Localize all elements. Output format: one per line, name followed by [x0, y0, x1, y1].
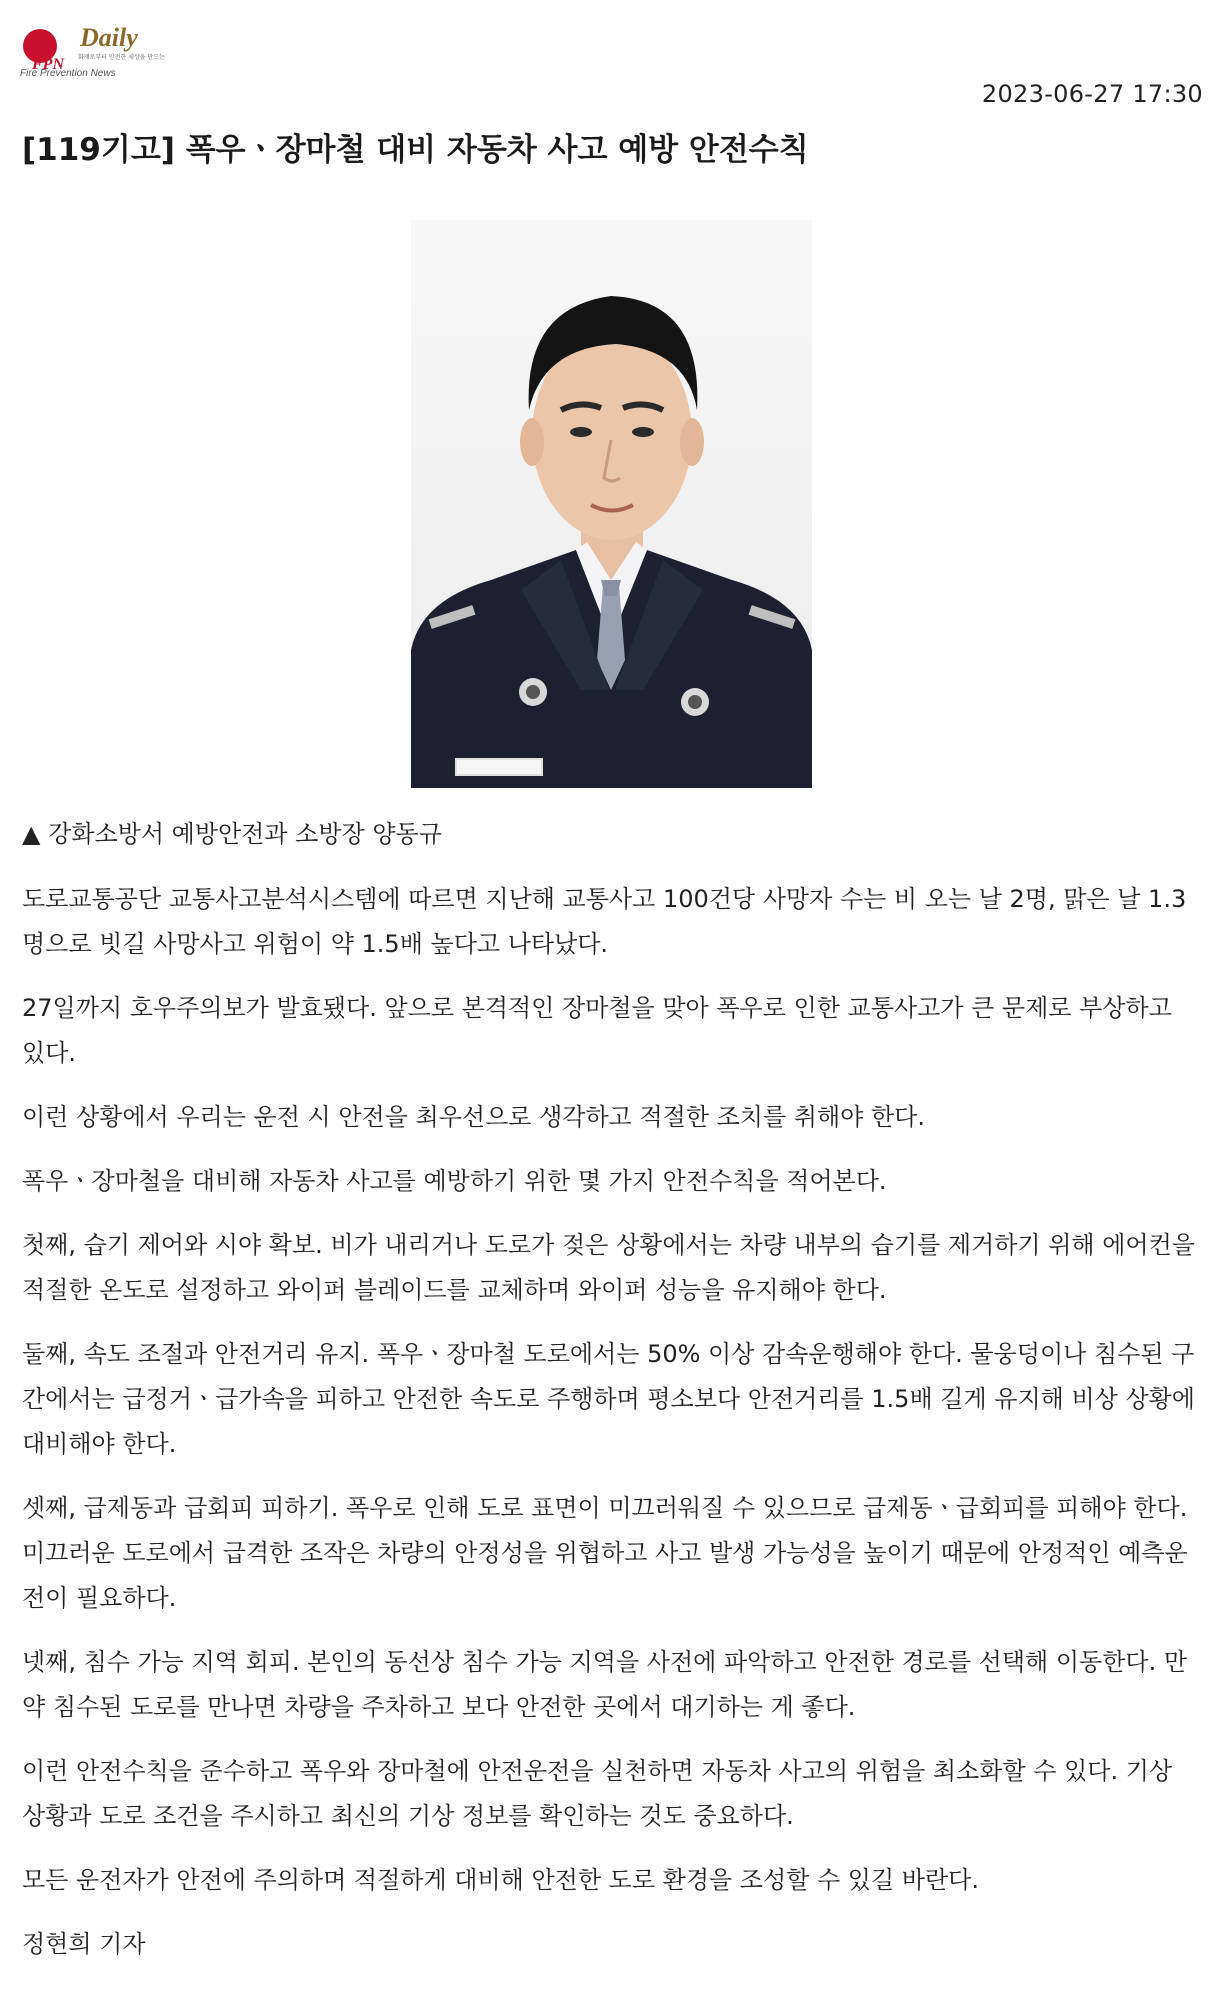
- article-body: [22, 812, 1202, 1986]
- author-byline: 정현희 기자: [22, 1930, 146, 1958]
- paragraph: 이런 안전수칙을 준수하고 폭우와 장마철에 안전운전을 실천하면 자동차 사고의 위험을 최소화할 수 있다. 기상 상황과 도로 조건을 주시하고 최신의 기상 정보를 확인하는 것도 중요하다.: [22, 1757, 1173, 1830]
- portrait-photo-icon: [411, 220, 812, 788]
- paragraph: 폭우ㆍ장마철을 대비해 자동차 사고를 예방하기 위한 몇 가지 안전수칙을 적어본다.: [22, 1167, 887, 1195]
- author-photo: [411, 220, 812, 788]
- paragraph: 첫째, 습기 제어와 시야 확보. 비가 내리거나 도로가 젖은 상황에서는 차량 내부의 습기를 제거하기 위해 에어컨을 적절한 온도로 설정하고 와이퍼 블레이드를 교체하며 와이퍼 성능을 유지해야 한다.: [22, 1231, 1195, 1304]
- logo-sub-text: Fire Prevention News: [20, 68, 116, 78]
- logo-tagline-text: 화재로부터 안전한 세상을 만드는: [78, 54, 165, 61]
- paragraph: 이런 상황에서 우리는 운전 시 안전을 최우선으로 생각하고 적절한 조치를 취해야 한다.: [22, 1103, 925, 1131]
- paragraph: 둘째, 속도 조절과 안전거리 유지. 폭우ㆍ장마철 도로에서는 50% 이상 감속운행해야 한다. 물웅덩이나 침수된 구간에서는 급정거ㆍ급가속을 피하고 안전한 속도로 주행하며 평소보다 안전거리를 1.5배 길게 유지해 비상 상황에 대비해야 한다.: [22, 1340, 1195, 1458]
- article-title: [119기고] 폭우ㆍ장마철 대비 자동차 사고 예방 안전수칙: [22, 132, 809, 168]
- paragraph: 도로교통공단 교통사고분석시스템에 따르면 지난해 교통사고 100건당 사망자 수는 비 오는 날 2명, 맑은 날 1.3명으로 빗길 사망사고 위험이 약 1.5배 높다고 나타났다.: [22, 885, 1187, 958]
- photo-caption: ▲ 강화소방서 예방안전과 소방장 양동규: [22, 820, 442, 848]
- article-date: 2023-06-27 17:30: [981, 80, 1203, 108]
- paragraph: 셋째, 급제동과 급회피 피하기. 폭우로 인해 도로 표면이 미끄러워질 수 있으므로 급제동ㆍ급회피를 피해야 한다. 미끄러운 도로에서 급격한 조작은 차량의 안정성을 위협하고 사고 발생 가능성을 높이기 때문에 안정적인 예측운전이 필요하다.: [22, 1494, 1188, 1612]
- fpn-logo-icon: [20, 16, 170, 78]
- paragraph: 모든 운전자가 안전에 주의하며 적절하게 대비해 안전한 도로 환경을 조성할 수 있길 바란다.: [22, 1866, 979, 1894]
- paragraph: 넷째, 침수 가능 지역 회피. 본인의 동선상 침수 가능 지역을 사전에 파악하고 안전한 경로를 선택해 이동한다. 만약 침수된 도로를 만나면 차량을 주차하고 보다 안전한 곳에서 대기하는 게 좋다.: [22, 1648, 1188, 1721]
- paragraph: 27일까지 호우주의보가 발효됐다. 앞으로 본격적인 장마철을 맞아 폭우로 인한 교통사고가 큰 문제로 부상하고 있다.: [22, 994, 1172, 1067]
- logo-daily-text: Daily: [80, 23, 138, 52]
- logo-fpn-text: FPN: [32, 56, 64, 73]
- site-logo[interactable]: [20, 16, 170, 78]
